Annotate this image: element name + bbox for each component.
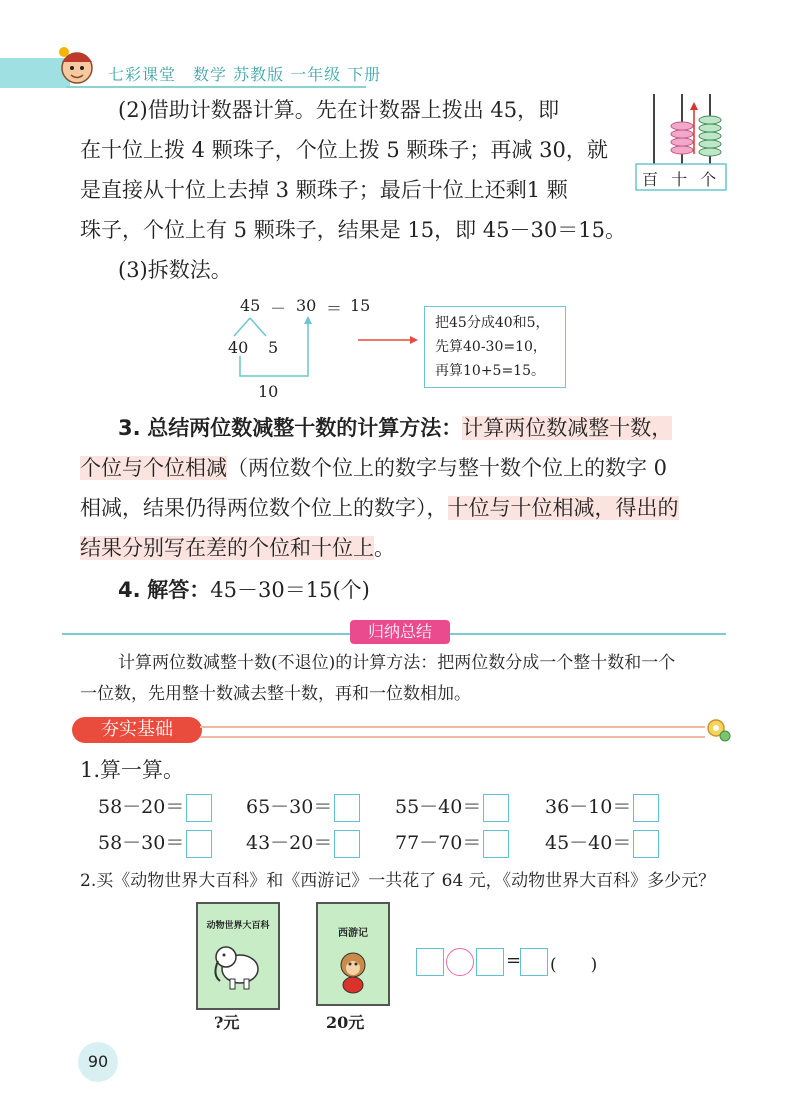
split-part-40: 40 [228,338,249,357]
item3-line3 [80,488,679,528]
book-animal-encyclopedia [196,902,280,1010]
page-number: 90 [78,1042,118,1082]
split-eq-c: 15 [350,296,371,315]
q1-eq [246,828,360,858]
q1-eq [395,792,509,822]
note-line3: 再算10+5=15。 [435,363,545,379]
split-part-5: 5 [268,338,279,357]
summary-line2: 一位数，先用整十数减去整十数，再和一位数相加。 [80,684,471,704]
item3-title: 总结两位数减整十数的计算方法： [147,416,463,440]
item3-line4 [80,528,395,568]
split-eq-b: 30 [296,296,317,315]
q2-equals: = [506,950,522,971]
item3-line1 [118,408,672,448]
q1-eq [545,828,659,858]
s3-heading: (3)拆数法。 [118,258,232,282]
eq-text: 45－40＝ [545,832,632,854]
item3-p4: 相减，结果仍得两位数个位上的数字）， [80,496,448,520]
s2-line3: 是直接从十位上去掉 3 颗珠子；最后十位上还剩1 颗 [80,178,568,202]
eq-text: 36－10＝ [545,796,632,818]
item3-p5: 十位与十位相减，得出的 [447,496,679,520]
s2-line2: 在十位上拨 4 颗珠子，个位上拨 5 颗珠子；再减 30，就 [80,138,608,162]
item3-p1: 计算两位数减整十数， [462,416,673,440]
eq-text: 77－70＝ [395,832,482,854]
split-eq-eq: ＝ [326,299,343,318]
summary-tag: 归纳总结 [350,620,450,644]
gear-icon [704,716,732,744]
answer-box[interactable] [186,794,212,822]
note-line1: 把45分成40和5， [435,315,550,331]
q1-eq [545,792,659,822]
split-diagram [220,314,430,384]
abacus-labels: 百 十 个 [642,170,721,189]
answer-box[interactable] [633,830,659,858]
split-result-10: 10 [258,382,279,401]
mascot-icon [52,40,102,90]
header-title: 七彩课堂 数学 苏教版 一年级 下册 [108,65,382,84]
item3-p3: （两位数个位上的数字与整十数个位上的数字 0 [227,456,668,480]
answer-box[interactable] [483,794,509,822]
elephant-icon [208,935,268,995]
basics-rule [200,726,705,738]
summary-line1: 计算两位数减整十数(不退位)的计算方法：把两位数分成一个整十数和一个 [118,653,676,673]
header-rule [66,86,366,88]
q2-operator-circle[interactable] [446,948,474,976]
note-line2: 先算40-30=10， [435,339,547,355]
item3-p6: 结果分别写在差的个位和十位上 [80,536,374,560]
eq-text: 65－30＝ [246,796,333,818]
item4-number: 4. [118,578,141,602]
item4-title: 解答： [147,578,211,602]
answer-box[interactable] [633,794,659,822]
eq-text: 43－20＝ [246,832,333,854]
eq-text: 58－20＝ [98,796,185,818]
q1-eq [98,792,212,822]
answer-box[interactable] [334,830,360,858]
q1-eq [395,828,509,858]
basics-tag: 夯实基础 [72,717,202,743]
item3-line2 [80,448,667,488]
s2-line1: (2)借助计数器计算。先在计数器上拨出 45，即 [118,98,560,122]
item3-p7: 。 [374,536,395,560]
item4-line [118,570,370,610]
book2-title: 西游记 [338,928,368,939]
q2-unit-paren[interactable]: ( ) [550,955,598,975]
monkey-icon [328,945,378,995]
split-eq-op: － [270,299,287,318]
q1-eq [246,792,360,822]
eq-text: 55－40＝ [395,796,482,818]
item3-p2: 个位与个位相减 [80,456,227,480]
item3-number: 3. [118,416,141,440]
q2-box-1[interactable] [416,948,444,976]
q2-box-2[interactable] [476,948,504,976]
book1-price: ?元 [214,1013,240,1032]
q1-eq [98,828,212,858]
eq-text: 58－30＝ [98,832,185,854]
split-note-box [424,306,566,388]
book1-title: 动物世界大百科 [206,921,270,931]
q2-text: 2.买《动物世界大百科》和《西游记》一共花了 64 元，《动物世界大百科》多少元？ [80,871,716,891]
split-eq-a: 45 [240,296,261,315]
s2-line4: 珠子，个位上有 5 颗珠子，结果是 15，即 45－30＝15。 [80,218,626,242]
answer-box[interactable] [186,830,212,858]
answer-box[interactable] [334,794,360,822]
item4-answer: 45－30＝15(个) [210,578,370,602]
q2-box-3[interactable] [520,948,548,976]
answer-box[interactable] [483,830,509,858]
book2-price: 20元 [326,1013,365,1032]
book-journey-west [316,902,390,1006]
q1-title: 1.算一算。 [80,758,185,782]
